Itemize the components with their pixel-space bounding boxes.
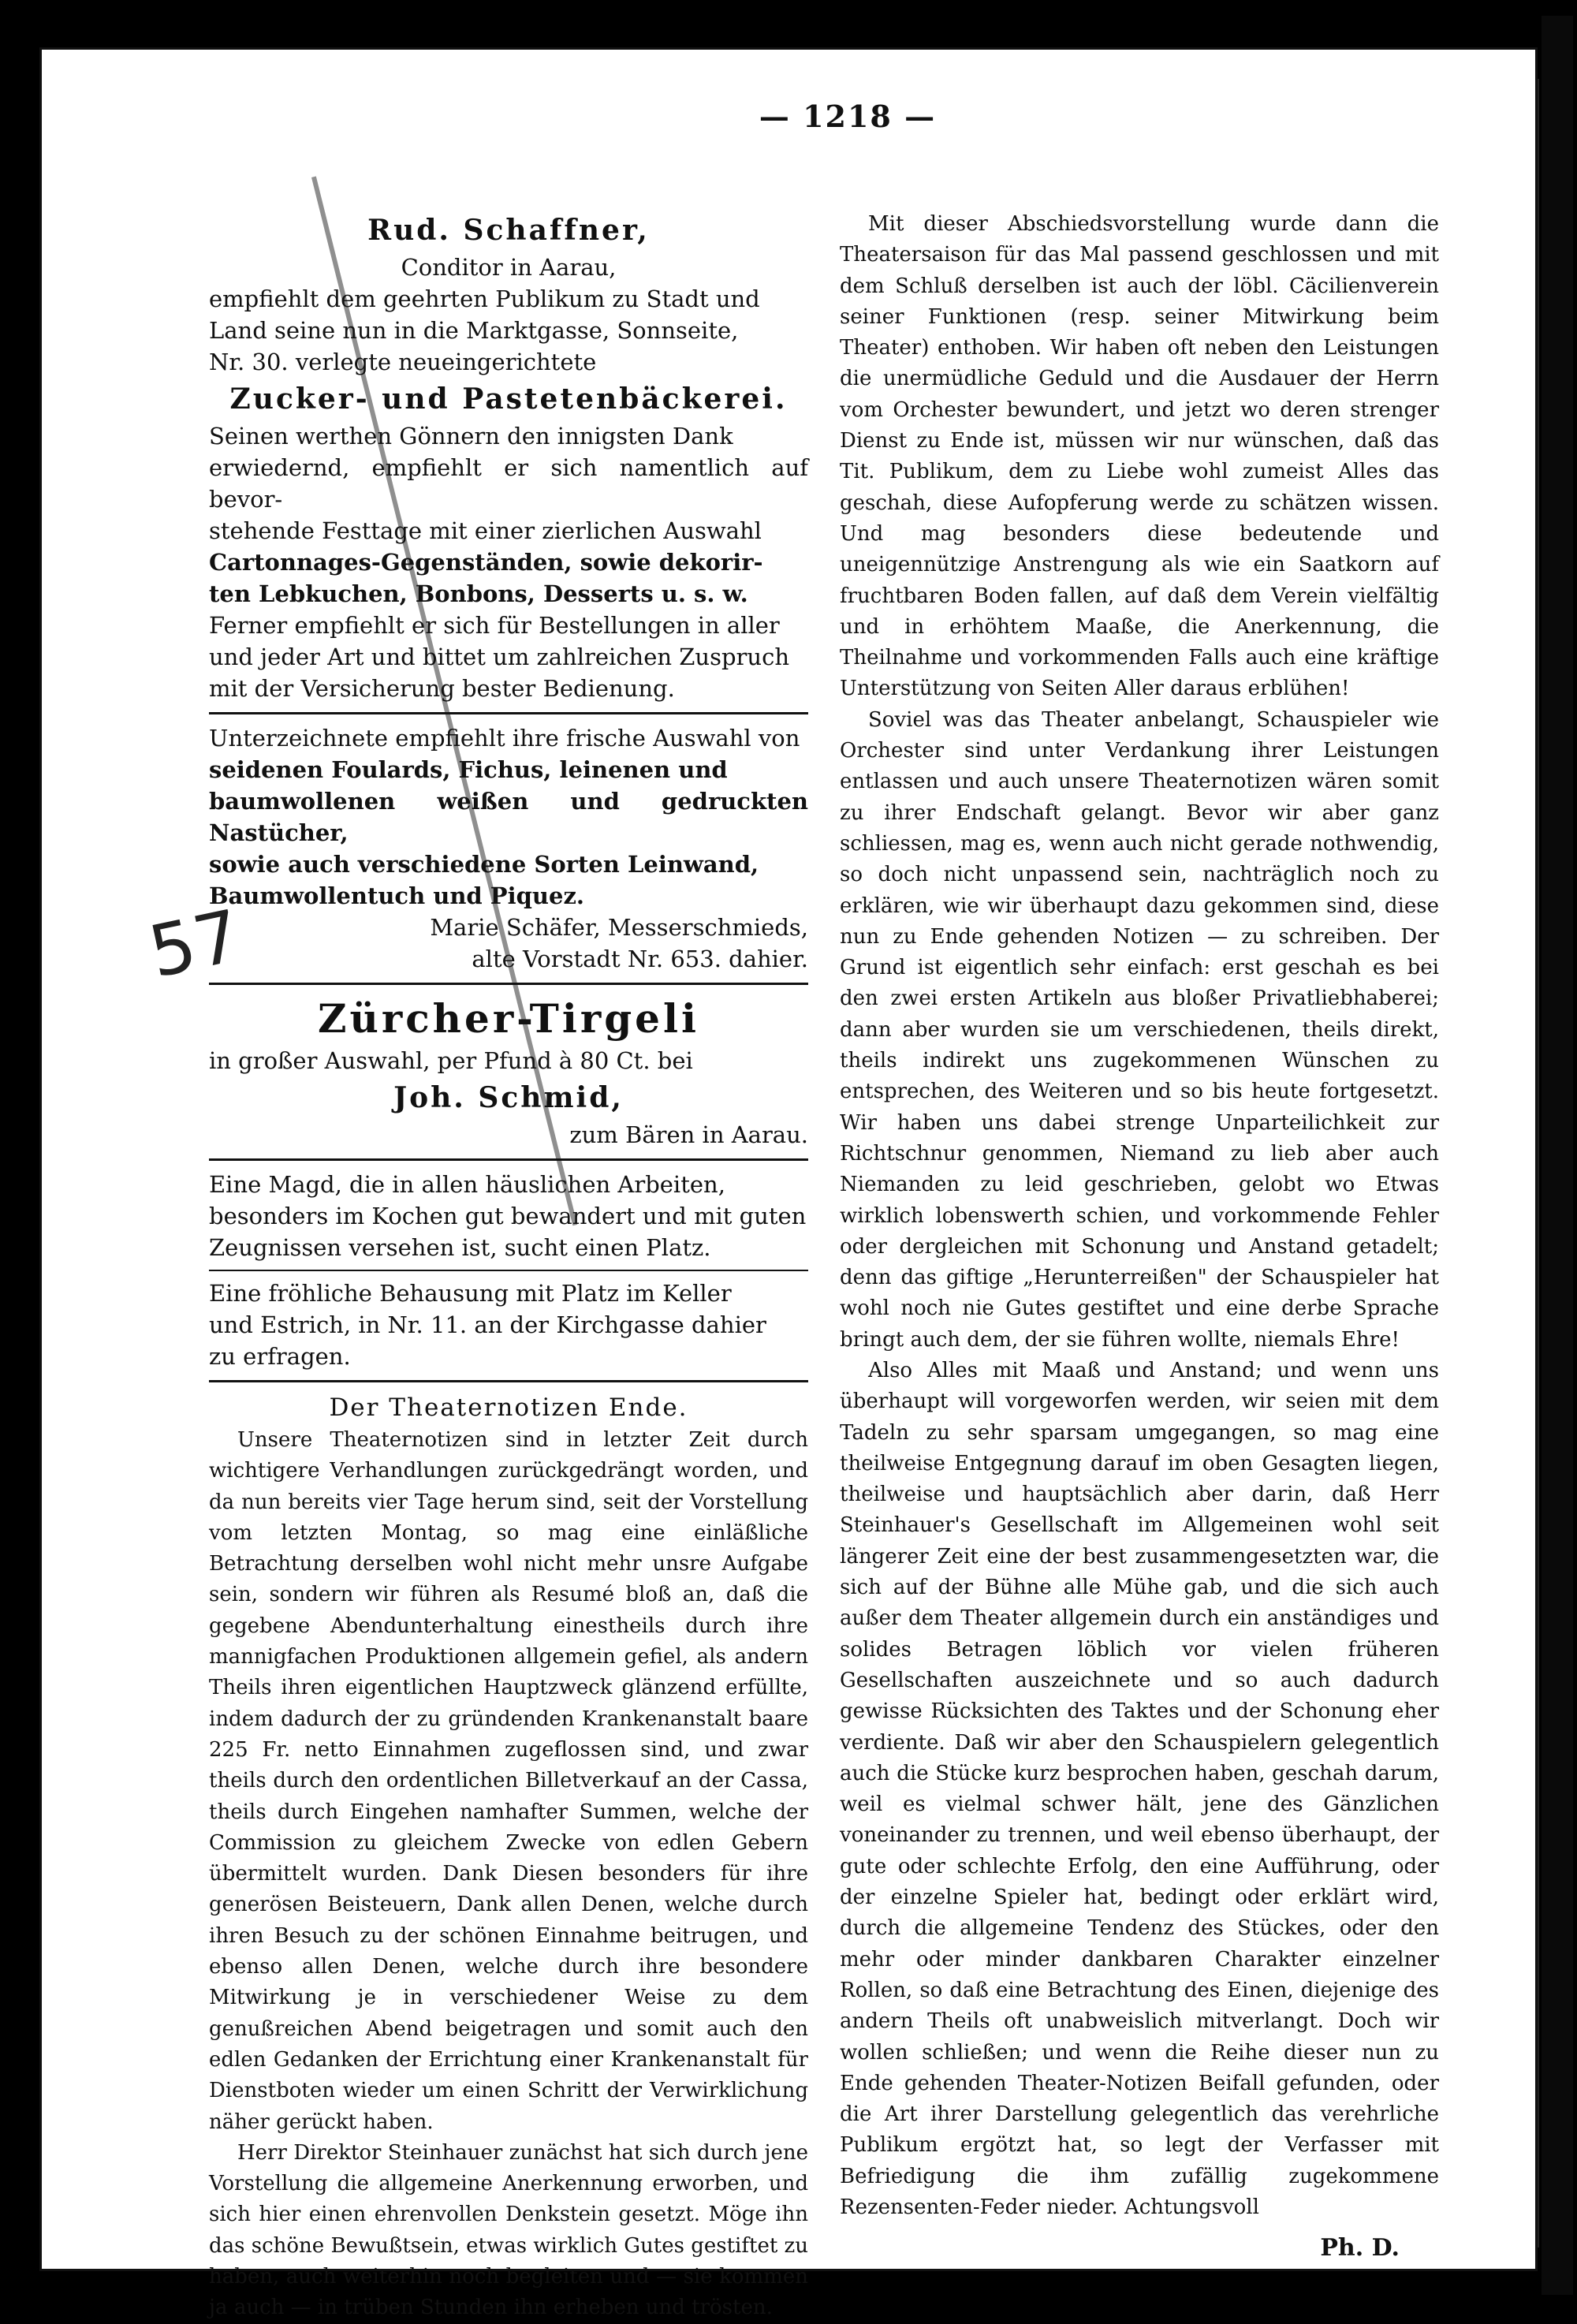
ad-behausung	[209, 1278, 808, 1372]
ad-line: besonders im Kochen gut bewandert und mit guten	[209, 1203, 807, 1229]
product-name: Zürcher-Tirgeli	[318, 995, 699, 1042]
ad-line: Ferner empfiehlt er sich für Bestellungen in aller	[209, 612, 780, 639]
scan-edge-dark	[1542, 16, 1573, 2295]
article-paragraph: Soviel was das Theater anbelangt, Schauspieler wie Orchester sind unter Verdankung ihrer Leistungen entlassen und auch unsere Theaternotizen wären somit zu ihrer Endschaft gelangt. Bevor wir aber ganz schliessen, mag es, wenn auch nicht gerade nothwendig, so doch nicht unpassend sein, nachträglich noch zu erklären, wie wir überhaupt dazu gekommen sind, diese nun zu Ende gehenden Notizen — zu schreiben. Der Grund ist eigentlich sehr einfach: erst geschah es bei den zwei ersten Artikeln aus bloßer Privatliebhaberei; dann aber wurden sie um verschiedenen, theils direkt, theils indirekt uns zugekommenen Wünschen zu entsprechen, des Weiteren und so bis heute fortgesetzt. Wir haben uns dabei strenge Unparteilichkeit zur Richtschnur genommen, Niemand zu lieb aber auch Niemanden zu leid geschrieben, gelobt wo Etwas wirklich lobenswerth schien, und vorkommende Fehler oder dergleichen mit Schonung und Anstand getadelt; denn das giftige „Herunterreißen" der Schauspieler hat wohl noch nie Gutes gestiftet und eine derbe Sprache bringt auch dem, der sie führen wollte, niemals Ehre!	[840, 707, 1439, 1352]
ad-line: Cartonnages-Gegenständen, sowie dekorir-	[209, 549, 763, 576]
left-column	[209, 209, 808, 2324]
advertiser-address: zum Bären in Aarau.	[569, 1121, 808, 1148]
advertiser-address: alte Vorstadt Nr. 653. dahier.	[472, 946, 808, 972]
pencil-annotation-number: 57	[142, 894, 248, 994]
ad-line: mit der Versicherung bester Bedienung.	[209, 675, 675, 702]
ad-line: Nr. 30. verlegte neueingerichtete	[209, 349, 597, 375]
article-paragraph: Unsere Theaternotizen sind in letzter Zeit durch wichtigere Verhandlungen zurückgedrängt worden, und da nun bereits vier Tage herum sind, seit der Vorstellung vom letzten Montag, so mag eine einläßliche Betrachtung derselben wohl nicht mehr unsre Aufgabe sein, sondern wir führen als Resumé bloß an, daß die gegebene Abendunterhaltung einestheils durch ihre mannigfachen Produktionen allgemein gefiel, als andern Theils ihren eigentlichen Hauptzweck glänzend erfüllte, indem dadurch der zu gründenden Krankenanstalt baare 225 Fr. netto Einnahmen zugeflossen sind, und zwar theils durch den ordentlichen Billetverkauf an der Cassa, theils durch Eingehen namhafter Summen, welche der Commission zu gleichem Zwecke von edlen Gebern übermittelt wurden. Dank Diesen besonders für ihre generösen Beisteuern, Dank allen Denen, welche durch ihren Besuch zu der schönen Einnahme beitrugen, und ebenso allen Denen, welche durch ihre besondere Mitwirkung je in verschiedener Weise zu dem genußreichen Abend beigetragen und somit auch den edlen Gedanken der Errichtung einer Krankenanstalt für Dienstboten wieder um einen Schritt der Verwirklichung näher gerückt haben.	[209, 1428, 808, 2134]
ad-line: Seinen werthen Gönnern den innigsten Dank	[209, 423, 733, 450]
advertiser-name: Joh. Schmid,	[393, 1081, 624, 1114]
divider	[209, 1158, 808, 1161]
ad-line: und jeder Art und bittet um zahlreichen Zuspruch	[209, 643, 790, 670]
ad-line: sowie auch verschiedene Sorten Leinwand,	[209, 851, 759, 878]
ad-line: Eine fröhliche Behausung mit Platz im Keller	[209, 1280, 732, 1307]
author-signature: Ph. D.	[1320, 2234, 1400, 2262]
page-number: — 1218 —	[759, 99, 937, 134]
divider	[209, 1380, 808, 1382]
ad-line: baumwollenen weißen und gedruckten Nastücher,	[209, 788, 808, 846]
divider	[209, 1270, 808, 1271]
right-column	[840, 209, 1439, 2262]
ad-line: und Estrich, in Nr. 11. an der Kirchgasse dahier	[209, 1311, 766, 1338]
article-paragraph: Mit dieser Abschiedsvorstellung wurde dann die Theatersaison für das Mal passend geschlossen und mit dem Schluß derselben ist auch der löbl. Cäcilienverein seiner Funktionen (resp. seiner Mitwirkung beim Theater) enthoben. Wir haben oft neben den Leistungen die unermüdliche Geduld und die Ausdauer der Herrn vom Orchester bewundert, und jetzt wo deren strenger Dienst zu Ende ist, müssen wir nur wünschen, daß das Tit. Publikum, dem zu Liebe wohl zumeist Alles das geschah, diese Aufopferung werde zu schätzen wissen. Und mag besonders diese bedeutende und uneigennützige Anstrengung als wie ein Saatkorn auf fruchtbaren Boden fallen, auf daß dem Verein vielfältig und in erhöhtem Maaße, die Anerkennung, die Theilnahme und vorkommenden Falls auch eine kräftige Unterstützung von Seiten Aller daraus erblühen!	[840, 212, 1439, 701]
divider	[209, 712, 808, 714]
advertiser-title: Conditor in Aarau,	[401, 254, 617, 281]
ad-line: Baumwollentuch und Piquez.	[209, 882, 585, 909]
ad-line: stehende Festtage mit einer zierlichen Auswahl	[209, 517, 762, 544]
article-paragraph: Herr Direktor Steinhauer zunächst hat sich durch jene Vorstellung die allgemeine Anerkennung erworben, und sich hier einen ehrenvollen Denkstein gesetzt. Möge ihn das schöne Bewußtsein, etwas wirklich Gutes gestiftet zu haben, auch weiterhin noch begleiten und — sie kommen ja auch — in trüben Stunden ihn erheben und trösten.	[209, 2140, 808, 2320]
ad-line: empfiehlt dem geehrten Publikum zu Stadt und	[209, 285, 760, 312]
ad-line: Eine Magd, die in allen häuslichen Arbeiten,	[209, 1171, 725, 1198]
ad-line: Unterzeichnete empfiehlt ihre frische Auswahl von	[209, 725, 800, 752]
advertiser-name: Rud. Schaffner,	[367, 214, 650, 247]
advertiser-signature: Marie Schäfer, Messerschmieds,	[430, 914, 808, 941]
ad-line: Land seine nun in die Marktgasse, Sonnseite,	[209, 317, 739, 344]
ad-schaffner	[209, 209, 808, 704]
ad-line: ten Lebkuchen, Bonbons, Desserts u. s. w.	[209, 580, 748, 607]
article-paragraph: Also Alles mit Maaß und Anstand; und wenn uns überhaupt will vorgeworfen werden, wir seien mit dem Tadeln zu sehr sparsam umgegangen, so mag eine theilweise Entgegnung darauf im oben Gesagten liegen, theilweise und hauptsächlich aber darin, daß Herr Steinhauer's Gesellschaft im Allgemeinen wohl seit längerer Zeit eine der best zusammengesetzten war, die sich auf der Bühne alle Mühe gab, und die sich auch außer dem Theater allgemein durch ein anständiges und solides Betragen löblich vor vielen früheren Gesellschaften auszeichnete und so auch dadurch gewisse Rücksichten des Taktes und der Schonung eher verdiente. Daß wir aber den Schauspielern gelegentlich auch die Stücke kurz besprochen haben, geschah darum, weil es vielmal schwer hält, jene des Gänzlichen voneinander zu trennen, und weil ebenso überhaupt, der gute oder schlechte Erfolg, den eine Aufführung, oder der einzelne Spieler hat, bedingt oder erklärt wird, durch die allgemeine Tendenz des Stückes, oder den mehr oder minder dankbaren Charakter einzelner Rollen, so daß eine Betrachtung des Einen, diejenige des andern Theils oft unabweislich mitverlangt. Doch wir wollen schließen; und wenn die Reihe dieser nun zu Ende gehenden Theater-Notizen Beifall gefunden, oder die Art ihrer Darstellung gelegentlich das verehrliche Publikum ergötzt hat, so legt der Verfasser mit Befriedigung die ihm zufällig zugekommene Rezensenten-Feder nieder. Achtungsvoll	[840, 1358, 1439, 2219]
article-heading: Der Theaternotizen Ende.	[329, 1393, 688, 1422]
ad-line: Zeugnissen versehen ist, sucht einen Platz.	[209, 1234, 711, 1261]
shop-name: Zucker- und Pastetenbäckerei.	[229, 382, 788, 416]
divider	[209, 983, 808, 985]
ad-schaefer	[209, 722, 808, 975]
ad-line: erwiedernd, empfiehlt er sich namentlich auf bevor-	[209, 454, 808, 513]
ad-magd	[209, 1169, 808, 1263]
ad-line: in großer Auswahl, per Pfund à 80 Ct. bei	[209, 1047, 693, 1074]
ad-schmid	[209, 993, 808, 1151]
ad-line: zu erfragen.	[209, 1343, 351, 1370]
ad-line: seidenen Foulards, Fichus, leinenen und	[209, 756, 728, 783]
